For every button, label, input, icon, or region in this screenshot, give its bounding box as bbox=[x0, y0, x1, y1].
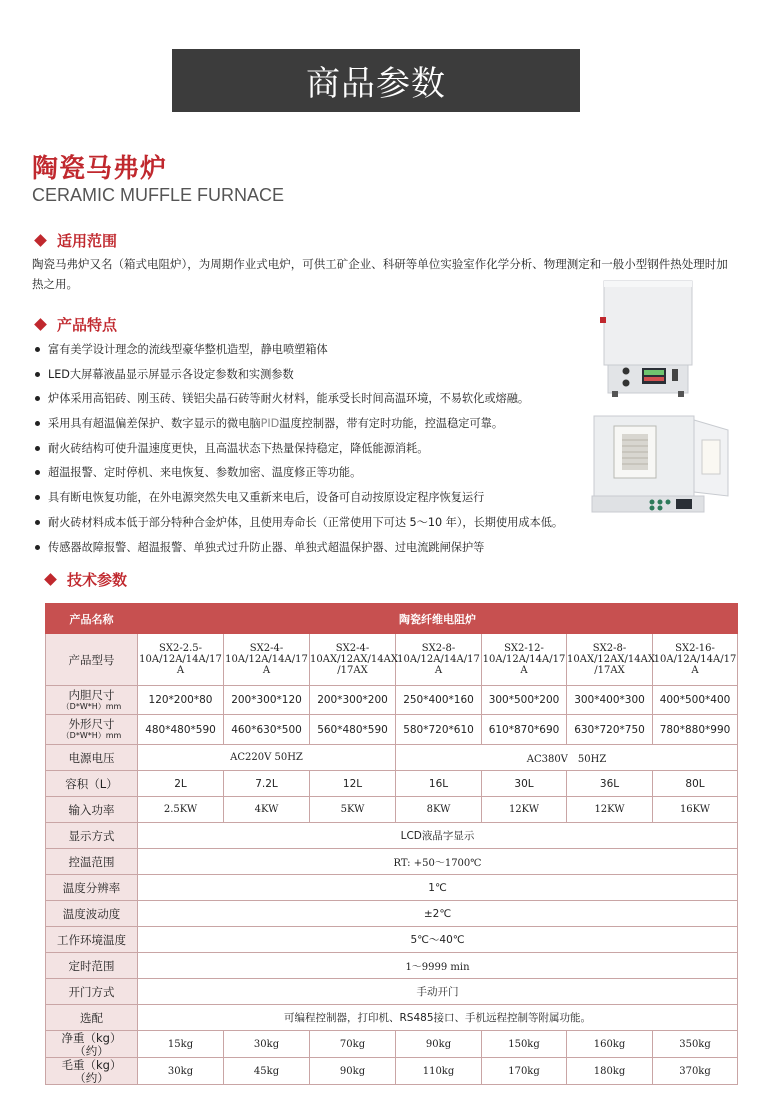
model-cell bbox=[396, 634, 482, 686]
table-row bbox=[46, 849, 738, 875]
cell: 630*720*750 bbox=[567, 715, 653, 745]
model-line: A bbox=[262, 665, 271, 676]
cell: 70kg bbox=[310, 1031, 396, 1058]
table-row bbox=[46, 771, 738, 797]
row-label: 开门方式 bbox=[46, 979, 138, 1005]
diamond-icon bbox=[44, 573, 57, 586]
list-item bbox=[32, 440, 632, 465]
cell: 200*300*120 bbox=[224, 686, 310, 715]
features-heading-text: 产品特点 bbox=[57, 316, 118, 334]
table-row bbox=[46, 604, 738, 634]
row-label bbox=[46, 686, 138, 715]
cell: 90kg bbox=[310, 1058, 396, 1085]
cell: AC220V 50HZ bbox=[138, 745, 396, 771]
furnace-open-image bbox=[588, 412, 736, 514]
row-label: 控温范围 bbox=[46, 849, 138, 875]
cell: 5KW bbox=[310, 797, 396, 823]
feature-text: LED大屏幕液晶显示屏显示各设定参数和实测参数 bbox=[48, 367, 294, 381]
cell: 30kg bbox=[224, 1031, 310, 1058]
table-row bbox=[46, 875, 738, 901]
model-line: 10A/12A/14A/17 bbox=[653, 654, 737, 665]
diamond-icon bbox=[34, 318, 47, 331]
cell: 可编程控制器，打印机、RS485接口、手机远程控制等附属功能。 bbox=[138, 1005, 738, 1031]
furnace-closed-image bbox=[598, 279, 698, 399]
feature-text: 采用具有超温偏差保护、数字显示的微电脑 bbox=[48, 417, 261, 431]
feature-text-pid: PID bbox=[260, 417, 280, 431]
model-line: SX2-2.5- bbox=[159, 643, 202, 654]
cell: 15kg bbox=[138, 1031, 224, 1058]
bullet-icon bbox=[35, 520, 40, 525]
cell: 370kg bbox=[653, 1058, 738, 1085]
feature-text: 耐火砖结构可使升温速度更快，且高温状态下热量保持稳定，降低能源消耗。 bbox=[48, 441, 429, 455]
table-row bbox=[46, 1005, 738, 1031]
list-item bbox=[32, 366, 632, 391]
features-heading bbox=[32, 314, 117, 335]
model-line: 10AX/12AX/14AX bbox=[567, 654, 655, 665]
cell: 5℃～40℃ bbox=[138, 927, 738, 953]
table-row bbox=[46, 715, 738, 745]
cell: 180kg bbox=[567, 1058, 653, 1085]
table-row bbox=[46, 797, 738, 823]
scope-text: 陶瓷马弗炉又名（箱式电阻炉），为周期作业式电炉，可供工矿企业、科研等单位实验室作化学分析、物理测定和一般小型钢件热处理时加热之用。 bbox=[32, 257, 728, 291]
feature-list bbox=[32, 341, 632, 563]
section-banner bbox=[172, 49, 580, 112]
table-row bbox=[46, 953, 738, 979]
cell: 300*400*300 bbox=[567, 686, 653, 715]
list-item bbox=[32, 464, 632, 489]
row-label bbox=[46, 715, 138, 745]
table-row bbox=[46, 823, 738, 849]
cell: 90kg bbox=[396, 1031, 482, 1058]
cell: 12KW bbox=[567, 797, 653, 823]
row-label: 温度波动度 bbox=[46, 901, 138, 927]
model-line: A bbox=[520, 665, 528, 676]
diamond-icon bbox=[34, 234, 47, 247]
model-line: A bbox=[434, 665, 443, 676]
list-item bbox=[32, 539, 632, 564]
row-label-text: 毛重（kg） bbox=[61, 1057, 122, 1072]
cell: 16KW bbox=[653, 797, 738, 823]
cell: 580*720*610 bbox=[396, 715, 482, 745]
table-row bbox=[46, 634, 738, 686]
row-label-text: （约） bbox=[74, 1070, 109, 1085]
row-label-text: 净重（kg） bbox=[61, 1030, 122, 1045]
cell: 160kg bbox=[567, 1031, 653, 1058]
row-label-unit: （D*W*H）mm bbox=[61, 731, 122, 740]
cell: 12KW bbox=[482, 797, 567, 823]
table-row bbox=[46, 979, 738, 1005]
list-item bbox=[32, 390, 632, 415]
bullet-icon bbox=[35, 446, 40, 451]
cell: 手动开门 bbox=[138, 979, 738, 1005]
table-row bbox=[46, 927, 738, 953]
cell: 1～9999 min bbox=[138, 953, 738, 979]
model-line: 10A/12A/14A/17 bbox=[225, 654, 308, 665]
bullet-icon bbox=[35, 545, 40, 550]
bullet-icon bbox=[35, 372, 40, 377]
header-value: 陶瓷纤维电阻炉 bbox=[138, 604, 738, 634]
row-label: 容积（L） bbox=[46, 771, 138, 797]
list-item bbox=[32, 489, 632, 514]
cell: 560*480*590 bbox=[310, 715, 396, 745]
row-label: 定时范围 bbox=[46, 953, 138, 979]
tech-heading-text: 技术参数 bbox=[67, 571, 128, 589]
model-line: A bbox=[176, 665, 185, 676]
row-label: 选配 bbox=[46, 1005, 138, 1031]
model-cell bbox=[138, 634, 224, 686]
bullet-icon bbox=[35, 421, 40, 426]
model-line: SX2-12- bbox=[504, 643, 544, 654]
model-line: /17AX bbox=[337, 665, 368, 676]
cell: 1℃ bbox=[138, 875, 738, 901]
feature-text: 超温报警、定时停机、来电恢复、参数加密、温度修正等功能。 bbox=[48, 466, 362, 480]
cell: 350kg bbox=[653, 1031, 738, 1058]
cell: 4KW bbox=[224, 797, 310, 823]
cell: 200*300*200 bbox=[310, 686, 396, 715]
row-label: 输入功率 bbox=[46, 797, 138, 823]
cell: ±2℃ bbox=[138, 901, 738, 927]
cell: 120*200*80 bbox=[138, 686, 224, 715]
model-line: SX2-16- bbox=[675, 643, 715, 654]
row-label-text: 外形尺寸 bbox=[68, 717, 115, 731]
cell: LCD液晶字显示 bbox=[138, 823, 738, 849]
row-label-unit: （D*W*H）mm bbox=[61, 701, 122, 711]
cell: 2.5KW bbox=[138, 797, 224, 823]
feature-text: 耐火砖材料成本低于部分特种合金炉体，且使用寿命长（正常使用下可达 5～10 年），长期使用成本低。 bbox=[48, 515, 564, 529]
bullet-icon bbox=[35, 396, 40, 401]
header-label: 产品名称 bbox=[46, 604, 138, 634]
product-subtitle: CERAMIC MUFFLE FURNACE bbox=[32, 185, 285, 205]
cell: 400*500*400 bbox=[653, 686, 738, 715]
cell: AC380V 50HZ bbox=[396, 745, 738, 771]
cell: 480*480*590 bbox=[138, 715, 224, 745]
tech-heading bbox=[42, 569, 127, 590]
cell: 170kg bbox=[482, 1058, 567, 1085]
scope-heading-text: 适用范围 bbox=[57, 232, 118, 250]
cell: 12L bbox=[310, 771, 396, 797]
table-row bbox=[46, 1031, 738, 1058]
model-cell bbox=[310, 634, 396, 686]
model-line: SX2-4- bbox=[335, 643, 370, 654]
cell: 45kg bbox=[224, 1058, 310, 1085]
row-label-text: 内胆尺寸 bbox=[68, 687, 115, 702]
row-label: 电源电压 bbox=[46, 745, 138, 771]
banner-title: 商品参数 bbox=[306, 64, 446, 104]
row-label: 温度分辨率 bbox=[46, 875, 138, 901]
model-cell bbox=[482, 634, 567, 686]
model-line: 10A/12A/14A/17 bbox=[482, 654, 566, 665]
model-line: 10A/12A/14A/17 bbox=[397, 654, 480, 665]
row-label bbox=[46, 1031, 138, 1058]
table-row bbox=[46, 901, 738, 927]
scope-heading bbox=[32, 230, 117, 251]
model-line: SX2-8- bbox=[592, 643, 627, 654]
bullet-icon bbox=[35, 495, 40, 500]
bullet-icon bbox=[35, 347, 40, 352]
cell: 610*870*690 bbox=[482, 715, 567, 745]
feature-text: 温度控制器，带有定时功能，控温稳定可靠。 bbox=[279, 417, 504, 431]
table-row bbox=[46, 745, 738, 771]
row-label-text: （约） bbox=[74, 1043, 109, 1058]
cell: 30L bbox=[482, 771, 567, 797]
cell: 30kg bbox=[138, 1058, 224, 1085]
table-row bbox=[46, 686, 738, 715]
cell: 780*880*990 bbox=[653, 715, 738, 745]
cell: 460*630*500 bbox=[224, 715, 310, 745]
cell: 8KW bbox=[396, 797, 482, 823]
cell: 2L bbox=[138, 771, 224, 797]
model-line: SX2-4- bbox=[249, 643, 284, 654]
model-cell bbox=[567, 634, 653, 686]
product-title: 陶瓷马弗炉 bbox=[32, 154, 168, 184]
feature-text: 炉体采用高铝砖、刚玉砖、镁铝尖晶石砖等耐火材料，能承受长时间高温环境，不易软化或熔融。 bbox=[48, 392, 530, 406]
spec-table bbox=[45, 603, 738, 1085]
cell: 80L bbox=[653, 771, 738, 797]
feature-text: 富有美学设计理念的流线型豪华整机造型，静电喷塑箱体 bbox=[48, 343, 328, 356]
cell: 250*400*160 bbox=[396, 686, 482, 715]
cell: 110kg bbox=[396, 1058, 482, 1085]
row-label: 产品型号 bbox=[46, 634, 138, 686]
cell: 7.2L bbox=[224, 771, 310, 797]
feature-text: 传感器故障报警、超温报警、单独式过升防止器、单独式超温保护器、过电流跳闸保护等 bbox=[48, 540, 485, 554]
cell: 150kg bbox=[482, 1031, 567, 1058]
table-row bbox=[46, 1058, 738, 1085]
row-label: 工作环境温度 bbox=[46, 927, 138, 953]
row-label: 显示方式 bbox=[46, 823, 138, 849]
model-cell bbox=[653, 634, 738, 686]
bullet-icon bbox=[35, 470, 40, 475]
model-cell bbox=[224, 634, 310, 686]
list-item bbox=[32, 341, 632, 366]
cell: 36L bbox=[567, 771, 653, 797]
list-item bbox=[32, 514, 632, 539]
cell: 300*500*200 bbox=[482, 686, 567, 715]
model-line: A bbox=[691, 665, 699, 676]
list-item bbox=[32, 415, 632, 440]
model-line: 10A/12A/14A/17 bbox=[139, 654, 222, 665]
cell: 16L bbox=[396, 771, 482, 797]
model-line: SX2-8- bbox=[421, 643, 456, 654]
feature-text: 具有断电恢复功能，在外电源突然失电又重新来电后，设备可自动按原设定程序恢复运行 bbox=[48, 491, 485, 505]
model-line: 10AX/12AX/14AX bbox=[310, 654, 398, 665]
cell: RT: +50～1700℃ bbox=[138, 849, 738, 875]
model-line: /17AX bbox=[594, 665, 625, 676]
row-label bbox=[46, 1058, 138, 1085]
